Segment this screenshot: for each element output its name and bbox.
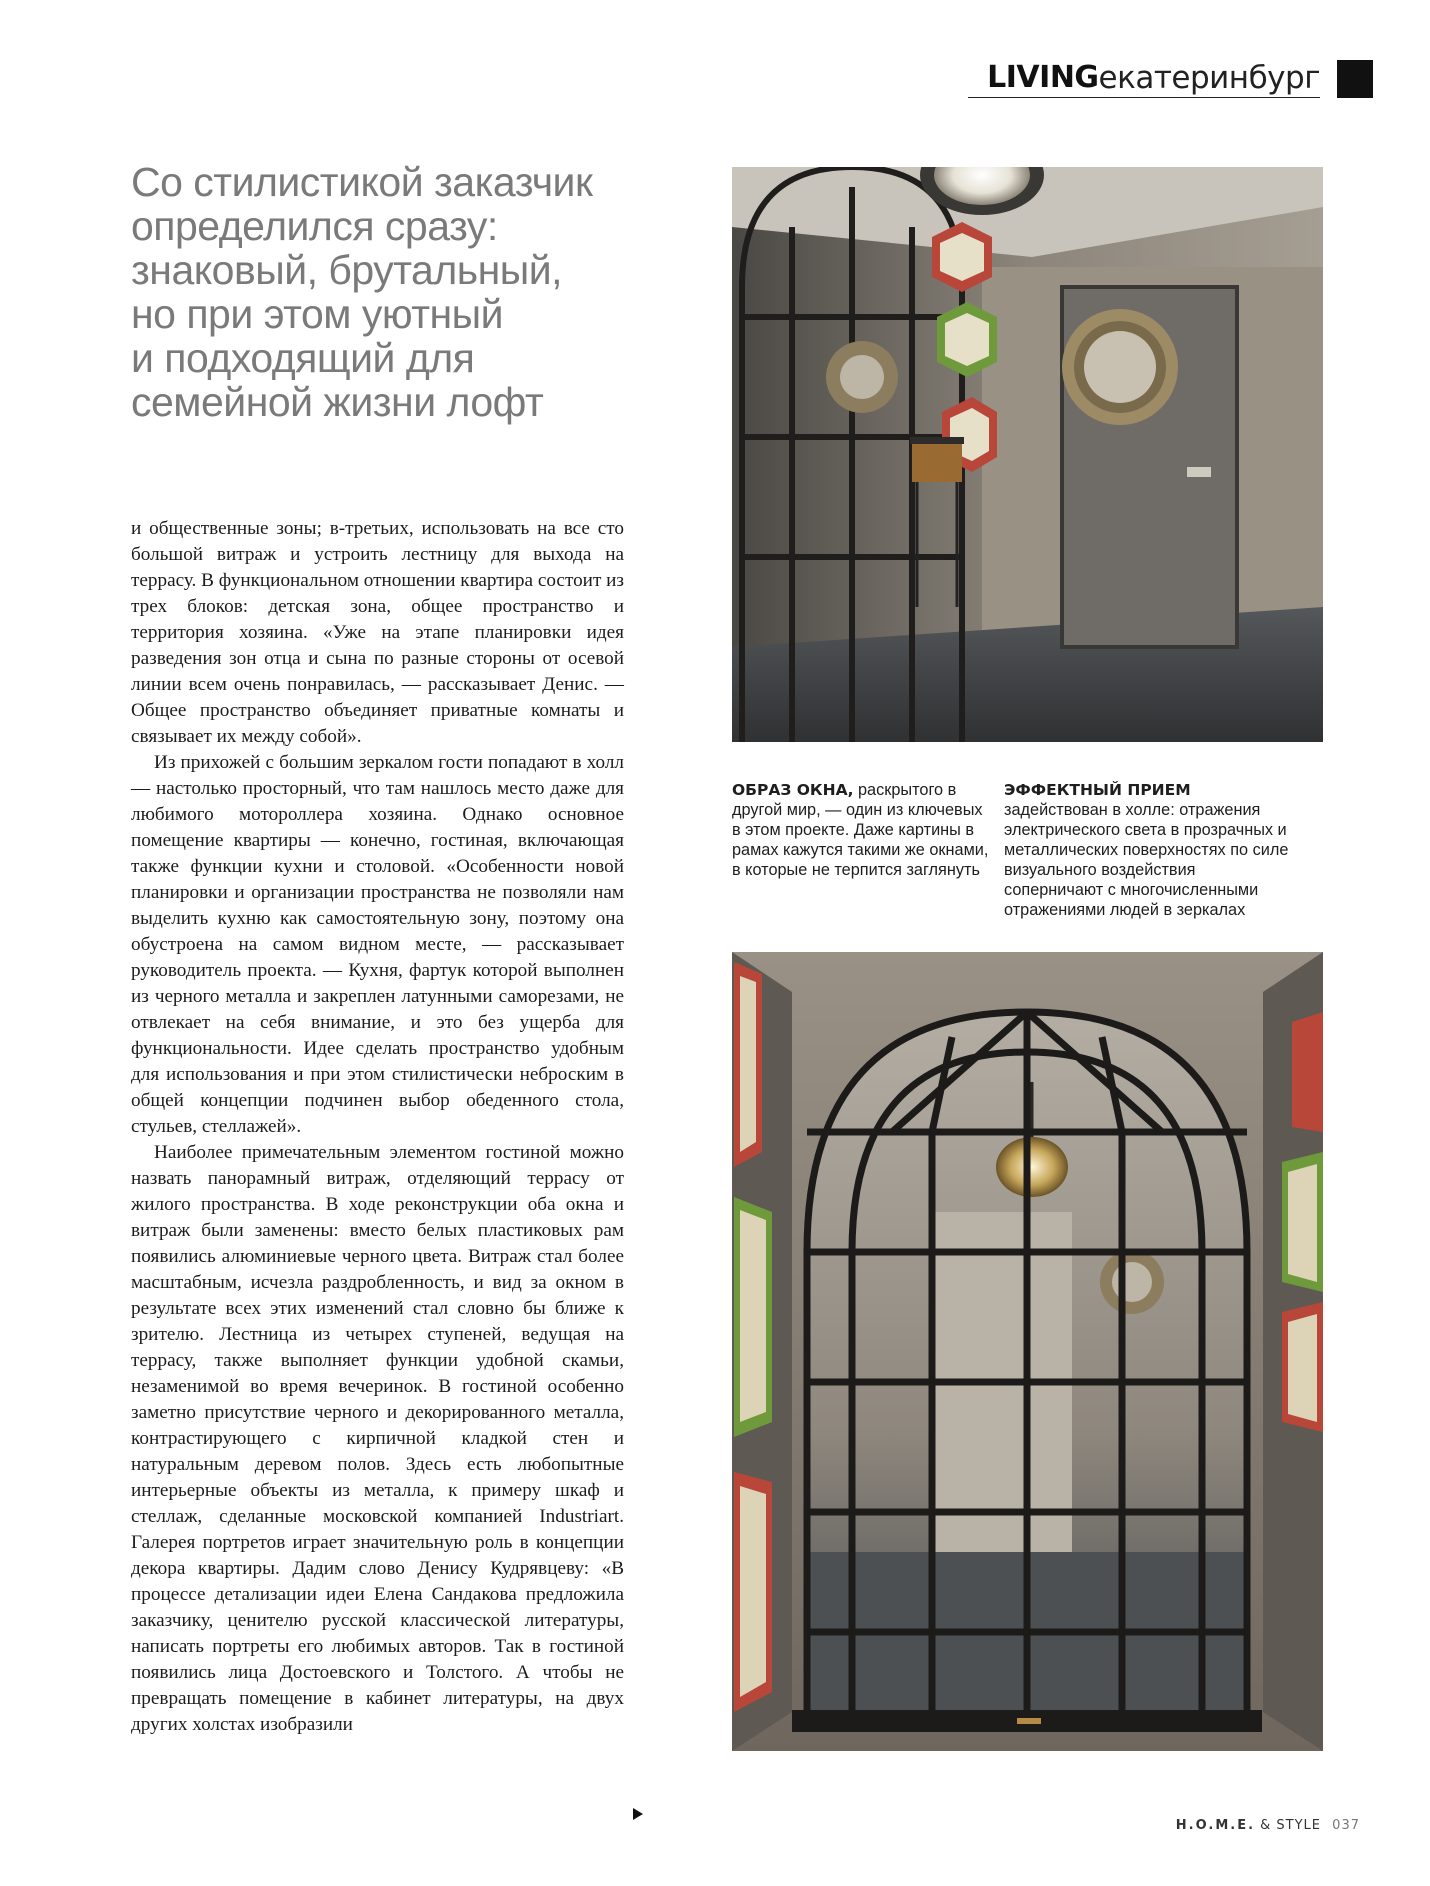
caption-text: задействован в холле: отражения электрического света в прозрачных и металлических поверхностях по силе визуального воздействия соперничают с многочисленными отражениями людей в зеркалах [1004,801,1289,919]
footer-brand: H.O.M.E. [1175,1818,1256,1833]
continue-arrow-icon[interactable] [633,1808,643,1820]
page-number: 037 [1332,1818,1360,1833]
header-square-mark [1337,60,1373,98]
pullquote [131,160,651,424]
article-paragraph: Наиболее примечательным элементом гостиной можно назвать панорамный витраж, отделяющий террасу от жилого пространства. В ходе реконструкции оба окна и витраж были заменены: вместо белых пластиковых рам появились алюминиевые черного цвета. Витраж стал более масштабным, исчезла раздробленность, и вид за окном в результате всех этих изменений стал словно бы ближе к зрителю. Лестница из четырех ступеней, ведущая на террасу, также выполняет функции удобной скамьи, незаменимой во время вечеринок. В гостиной особенно заметно присутствие черного и декорированного металла, контрастирующего с кирпичной кладкой стен и натуральным деревом полов. Здесь есть любопытные интерьерные объекты из металла, к примеру шкаф и стеллаж, сделанные московской компанией Industriart. Галерея портретов играет значительную роль в концепции декора квартиры. Дадим слово Денису Кудрявцеву: «В процессе детализации идеи Елена Сандакова предложила заказчику, ценителю русской классической литературы, написать портреты его любимых авторов. Так в гостиной появились лица Достоевского и Толстого. А чтобы не превращать помещение в кабинет литературы, на двух других холстах изобразили [131,1142,624,1735]
article-body [131,516,624,1738]
article-paragraph: Из прихожей с большим зеркалом гости попадают в холл — настолько просторный, что там нашлось место даже для любимого мотороллера хозяина. Однако основное помещение квартиры — конечно, гостиная, включающая также функции кухни и столовой. «Особенности новой планировки и организации пространства не позволяли нам выделить кухню как самостоятельную зону, поэтому она обустроена на самом видном месте, — рассказывает руководитель проекта. — Кухня, фартук которой выполнен из черного металла и закреплен латунными саморезами, не отвлекает на себя внимание, и это без ущерба для функциональности. Идее сделать пространство удобным для использования и при этом стилистически неброским в общей концепции подчинен выбор обеденного стола, стульев, стеллажей». [131,752,624,1137]
page-footer [1150,1818,1360,1833]
section-header [968,54,1320,98]
pullquote-line: определился сразу: [131,203,498,249]
footer-style: & STYLE [1260,1818,1322,1833]
pullquote-line: семейной жизни лофт [131,379,544,425]
caption-lead: ОБРАЗ ОКНА, [732,781,854,799]
caption-top-right [1004,780,1294,920]
caption-top-left [732,780,990,880]
article-paragraph: и общественные зоны; в-третьих, использовать на все сто большой витраж и устроить лестницу для выхода на террасу. В функциональном отношении квартира состоит из трех блоков: детская зона, общее пространство и территория хозяина. «Уже на этапе планировки идея разведения зон отца и сына по разные стороны от осевой линии всем очень понравилась, — рассказывает Денис. — Общее пространство объединяет приватные комнаты и связывает их между собой». [131,518,624,747]
section-city: екатеринбург [1098,60,1320,96]
photo-arched-mirror [732,952,1323,1751]
section-brand: LIVING [987,60,1099,95]
caption-text: раскрытого в другой мир, — один из ключевых в этом проекте. Даже картины в рамах кажутся такими же окнами, в которые не терпится заглянуть [732,781,989,879]
caption-lead: ЭФФЕКТНЫЙ ПРИЕМ [1004,781,1191,799]
photo-hallway-mirror [732,167,1323,742]
pullquote-line: знаковый, брутальный, [131,247,563,293]
pullquote-line: Со стилистикой заказчик [131,159,593,205]
pullquote-line: но при этом уютный [131,291,503,337]
pullquote-line: и подходящий для [131,335,475,381]
